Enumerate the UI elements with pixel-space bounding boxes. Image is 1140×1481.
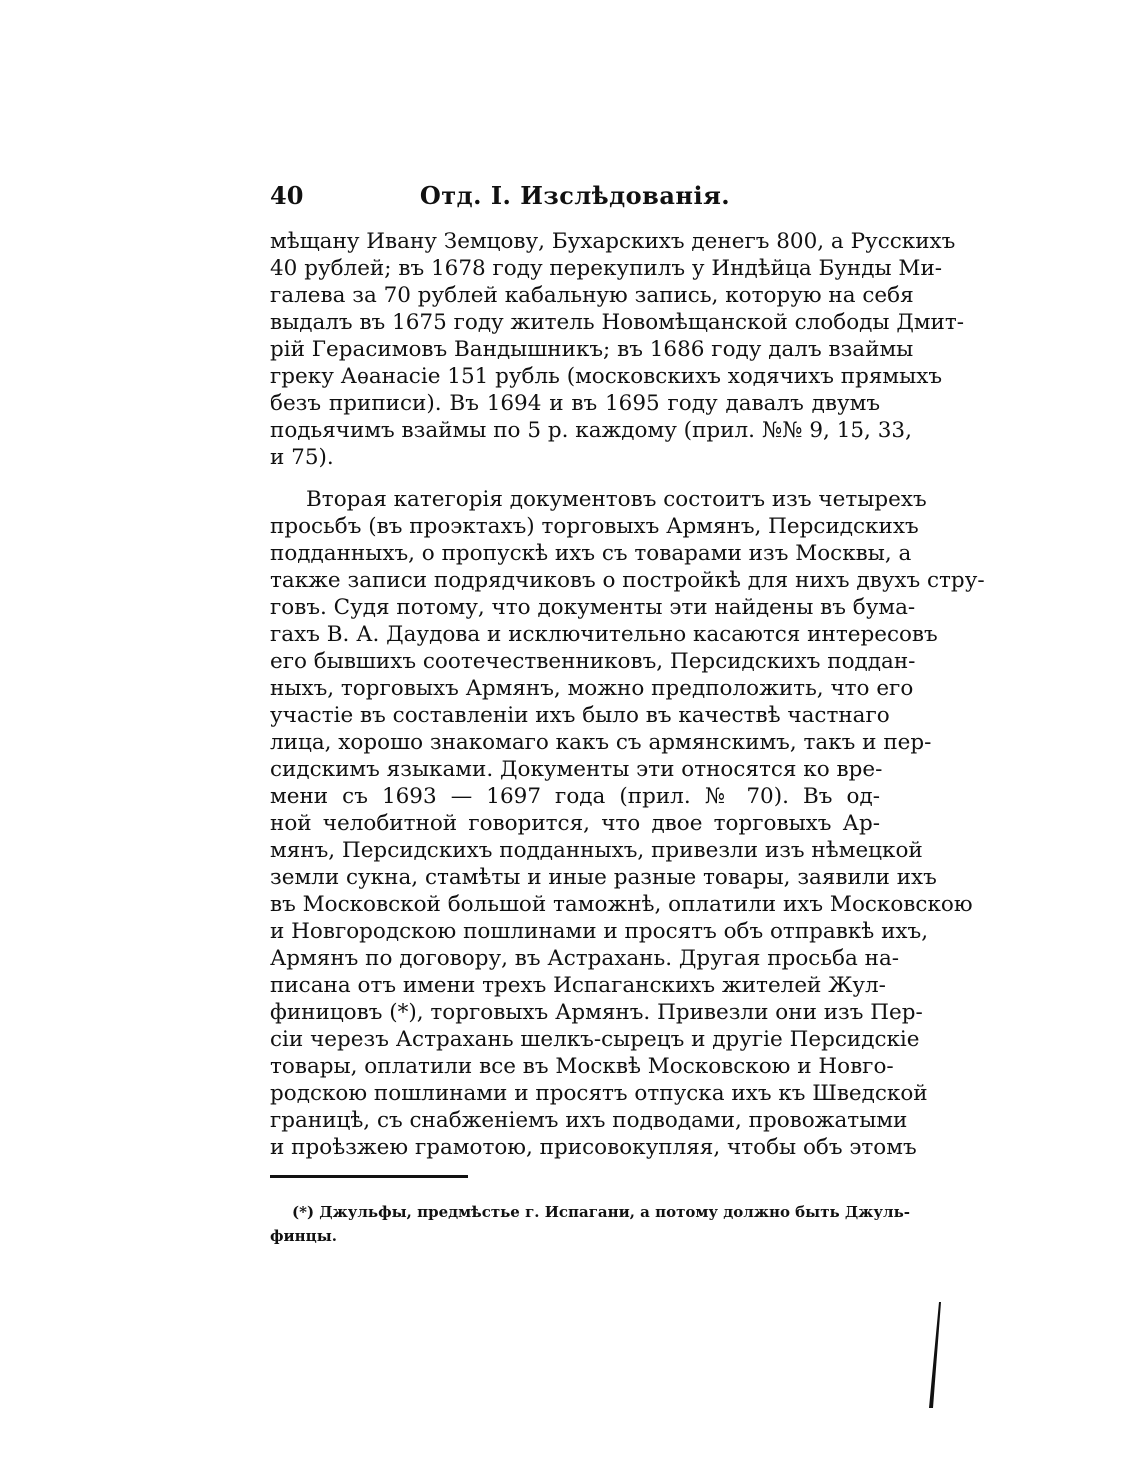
footnote-line: финцы. (270, 1227, 337, 1245)
text-line: 40 рублей; въ 1678 году перекупилъ у Индѣйца Бунды Ми- (270, 256, 943, 281)
text-line: ной челобитной говорится, что двое торговыхъ Ар- (270, 811, 880, 836)
text-line: Вторая категорія документовъ состоитъ изъ четырехъ (306, 487, 927, 512)
footnote-rule (270, 1175, 468, 1178)
running-head (270, 180, 880, 212)
text-line: также записи подрядчиковъ о постройкѣ для нихъ двухъ стру- (270, 568, 985, 593)
text-line: границѣ, съ снабженіемъ ихъ подводами, провожатыми (270, 1108, 908, 1133)
text-line: галева за 70 рублей кабальную запись, которую на себя (270, 283, 914, 308)
text-line: рій Герасимовъ Вандышникъ; въ 1686 году далъ взаймы (270, 337, 914, 362)
paragraph-gap (270, 471, 880, 486)
text-line: мянъ, Персидскихъ подданныхъ, привезли изъ нѣмецкой (270, 838, 923, 863)
text-line: ныхъ, торговыхъ Армянъ, можно предположить, что его (270, 676, 914, 701)
text-line: сіи черезъ Астрахань шелкъ-сырецъ и другіе Персидскіе (270, 1027, 920, 1052)
text-line: лица, хорошо знакомаго какъ съ армянскимъ, такъ и пер- (270, 730, 932, 755)
text-line: участіе въ составленіи ихъ было въ качествѣ частнаго (270, 703, 890, 728)
text-line: подданныхъ, о пропускѣ ихъ съ товарами изъ Москвы, а (270, 541, 912, 566)
running-title: Отд. I. Изслѣдованія. (419, 181, 731, 210)
text-line: и проѣзжею грамотою, присовокупляя, чтобы объ этомъ (270, 1135, 917, 1160)
text-line: писана отъ имени трехъ Испаганскихъ жителей Жул- (270, 973, 886, 998)
text-line: и 75). (270, 445, 334, 470)
text-line: выдалъ въ 1675 году житель Новомѣщанской слободы Дмит- (270, 310, 965, 335)
margin-pen-mark (925, 1300, 943, 1410)
text-line: гахъ В. А. Даудова и исключительно касаются интересовъ (270, 622, 938, 647)
text-line: мени съ 1693 — 1697 года (прил. № 70). Въ од- (270, 784, 880, 809)
text-line: Армянъ по договору, въ Астрахань. Другая просьба на- (270, 946, 900, 971)
text-line: подьячимъ взаймы по 5 р. каждому (прил. №№ 9, 15, 33, (270, 418, 912, 443)
footnote-line: (*) Джульфы, предмѣстье г. Испагани, а потому должно быть Джуль- (292, 1203, 910, 1221)
text-line: мѣщану Ивану Земцову, Бухарскихъ денегъ 800, а Русскихъ (270, 229, 956, 254)
text-line: греку Аѳанасіе 151 рубль (московскихъ ходячихъ прямыхъ (270, 364, 943, 389)
text-line: его бывшихъ соотечественниковъ, Персидскихъ поддан- (270, 649, 916, 674)
text-line: и Новгородскою пошлинами и просятъ объ отправкѣ ихъ, (270, 919, 929, 944)
text-line: товары, оплатили все въ Москвѣ Московскою и Новго- (270, 1054, 894, 1079)
text-line: безъ приписи). Въ 1694 и въ 1695 году давалъ двумъ (270, 391, 880, 416)
text-line: родскою пошлинами и просятъ отпуска ихъ къ Шведской (270, 1081, 928, 1106)
page-number: 40 (270, 181, 304, 210)
text-line: финицовъ (*), торговыхъ Армянъ. Привезли они изъ Пер- (270, 1000, 923, 1025)
footnote (270, 1200, 910, 1248)
text-line: просьбъ (въ проэктахъ) торговыхъ Армянъ, Персидскихъ (270, 514, 919, 539)
text-line: въ Московской большой таможнѣ, оплатили ихъ Московскою (270, 892, 973, 917)
text-line: земли сукна, стамѣты и иные разные товары, заявили ихъ (270, 865, 937, 890)
text-line: сидскимъ языками. Документы эти относятся ко вре- (270, 757, 883, 782)
text-line: говъ. Судя потому, что документы эти найдены въ бума- (270, 595, 916, 620)
body-text (270, 228, 985, 1161)
